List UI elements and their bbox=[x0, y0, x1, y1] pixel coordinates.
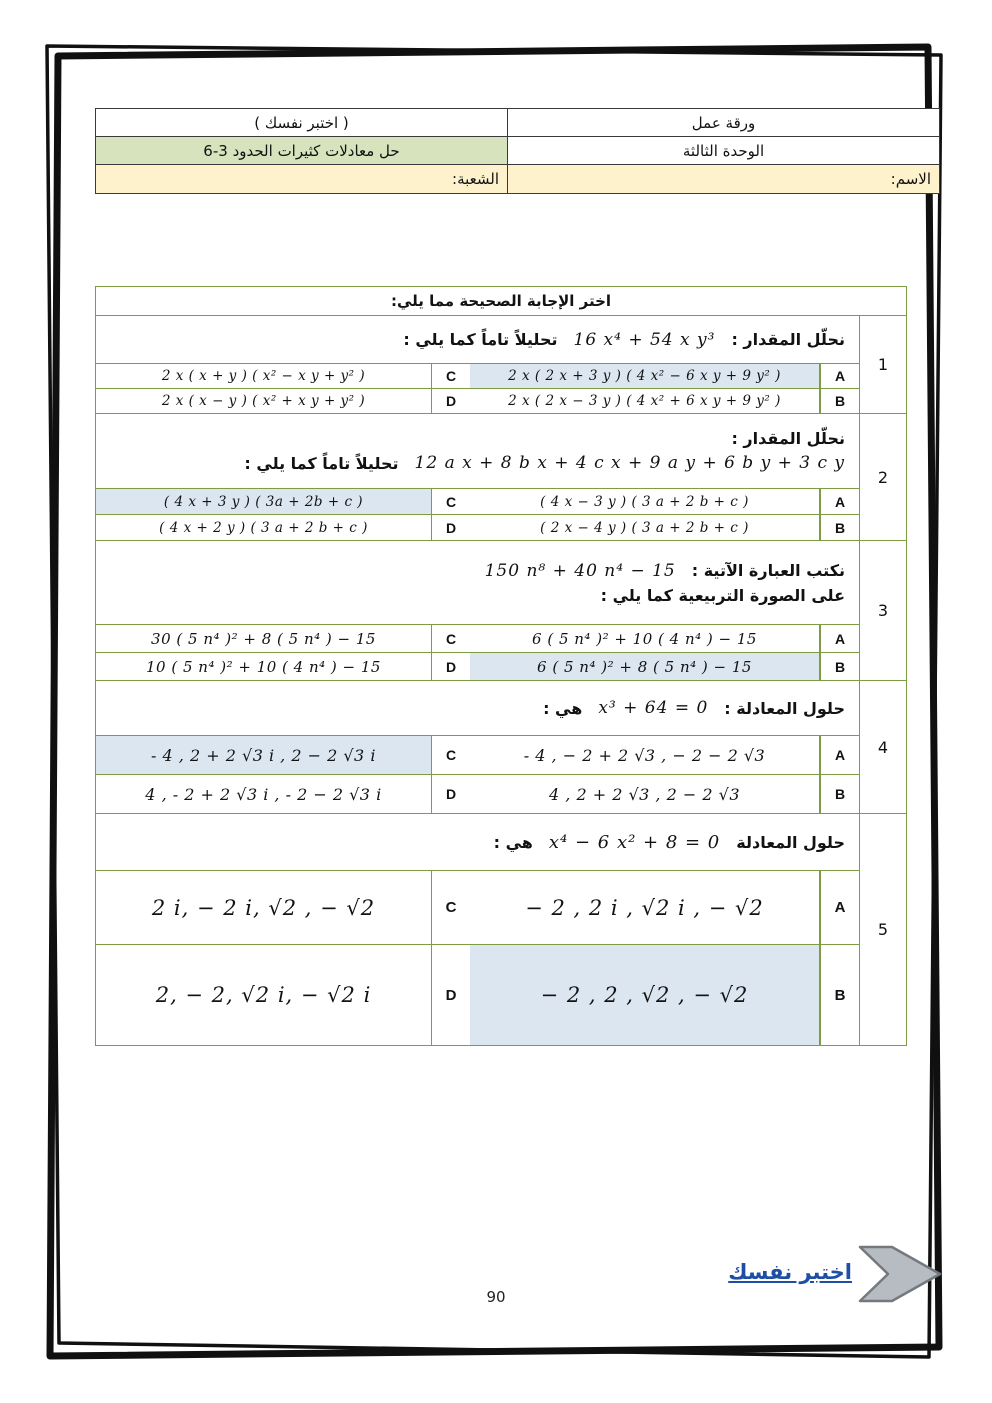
q3-answer-d-label[interactable]: D bbox=[431, 653, 470, 680]
q3-answer-c[interactable]: 30 ( 5 n⁴ )² + 8 ( 5 n⁴ ) − 15 bbox=[151, 629, 376, 648]
test-yourself-link[interactable]: اختبر نفسك bbox=[728, 1260, 852, 1284]
test-yourself-cell bbox=[96, 109, 507, 137]
prompt-text: نكتب العبارة الآتية : bbox=[691, 561, 845, 580]
prompt-text: على الصورة التربيعية كما يلي : bbox=[600, 585, 845, 605]
q2-answer-d-label[interactable]: D bbox=[431, 515, 470, 540]
answer-row bbox=[96, 389, 859, 413]
quiz-title: اختر الإجابة الصحيحة مما يلي: bbox=[96, 287, 906, 316]
q3-answer-c-label[interactable]: C bbox=[431, 625, 470, 652]
q3-answer-a-label[interactable]: A bbox=[820, 625, 859, 652]
q5-answer-a[interactable]: − 2 , 2 i , √2 i , − √2 bbox=[470, 871, 820, 944]
q5-answer-a-label[interactable]: A bbox=[820, 871, 859, 944]
q5-answer-c[interactable]: 2 i, − 2 i, √2 , − √2 bbox=[151, 895, 376, 920]
question-2-number: 2 bbox=[859, 414, 906, 540]
question-5-prompt bbox=[96, 814, 859, 871]
answer-row bbox=[96, 515, 859, 540]
q4-answer-d-label[interactable]: D bbox=[431, 775, 470, 813]
unit-label: الوحدة الثالثة bbox=[682, 141, 765, 160]
q3-answer-b-label[interactable]: B bbox=[820, 653, 859, 680]
question-4-prompt bbox=[96, 681, 859, 736]
q5-answer-d[interactable]: 2, − 2, √2 i, − √2 i bbox=[155, 983, 372, 1007]
q3-answer-b[interactable]: 6 ( 5 n⁴ )² + 8 ( 5 n⁴ ) − 15 bbox=[470, 653, 820, 680]
q1-answer-c-label[interactable]: C bbox=[431, 364, 470, 388]
prompt-text: تحليلاً تاماً كما يلي : bbox=[403, 330, 558, 349]
q4-answer-c[interactable]: - 4 , 2 + 2 √3 i , 2 − 2 √3 i bbox=[96, 736, 431, 774]
q4-answer-c-label[interactable]: C bbox=[431, 736, 470, 774]
question-3 bbox=[96, 540, 906, 680]
q2-answer-d[interactable]: ( 4 x + 2 y ) ( 3 a + 2 b + c ) bbox=[159, 519, 368, 536]
q4-answer-a[interactable]: - 4 , − 2 + 2 √3 , − 2 − 2 √3 bbox=[470, 736, 820, 774]
question-2-prompt bbox=[96, 414, 859, 489]
name-input-area[interactable] bbox=[507, 165, 939, 193]
q5-answer-b-label[interactable]: B bbox=[820, 945, 859, 1045]
question-1-number: 1 bbox=[859, 316, 906, 413]
lesson-cell bbox=[96, 137, 507, 165]
q5-answer-b[interactable]: − 2 , 2 , √2 , − √2 bbox=[470, 945, 820, 1045]
prompt-math: 16 x⁴ + 54 x y³ bbox=[573, 329, 716, 350]
q4-answer-d[interactable]: 4 , - 2 + 2 √3 i , - 2 − 2 √3 i bbox=[145, 784, 382, 804]
section-label: الشعبة: bbox=[452, 170, 499, 188]
prompt-math: 12 a x + 8 b x + 4 c x + 9 a y + 6 b y + 3 c y bbox=[414, 453, 845, 473]
answer-row bbox=[96, 775, 859, 813]
prompt-math: 150 n⁸ + 40 n⁴ − 15 bbox=[484, 560, 676, 581]
prompt-text: نحلّل المقدار : bbox=[731, 330, 845, 349]
q1-answer-a-label[interactable]: A bbox=[820, 364, 859, 388]
worksheet-type-label: ورقة عمل bbox=[691, 113, 756, 132]
worksheet-header-table bbox=[95, 108, 940, 194]
question-5 bbox=[96, 813, 906, 1045]
q4-answer-b[interactable]: 4 , 2 + 2 √3 , 2 − 2 √3 bbox=[470, 775, 820, 813]
prompt-text: هي : bbox=[493, 832, 533, 852]
prompt-math: x³ + 64 = 0 bbox=[598, 698, 709, 718]
question-4 bbox=[96, 680, 906, 813]
page-number: 90 bbox=[486, 1288, 506, 1306]
answer-row bbox=[96, 364, 859, 389]
q2-answer-c-label[interactable]: C bbox=[431, 489, 470, 514]
test-yourself-label: ( اختبر نفسك ) bbox=[254, 113, 349, 132]
answer-row bbox=[96, 736, 859, 775]
prompt-text: حلول المعادلة : bbox=[724, 698, 845, 718]
question-5-number: 5 bbox=[859, 814, 906, 1045]
prompt-text: حلول المعادلة bbox=[736, 832, 845, 852]
q2-answer-b[interactable]: ( 2 x − 4 y ) ( 3 a + 2 b + c ) bbox=[470, 515, 820, 540]
q2-answer-a[interactable]: ( 4 x − 3 y ) ( 3 a + 2 b + c ) bbox=[470, 489, 820, 514]
q3-answer-a[interactable]: 6 ( 5 n⁴ )² + 10 ( 4 n⁴ ) − 15 bbox=[470, 625, 820, 652]
q5-answer-d-label[interactable]: D bbox=[431, 945, 470, 1045]
name-label: الاسم: bbox=[890, 170, 931, 188]
question-3-prompt bbox=[96, 541, 859, 625]
unit-cell bbox=[507, 137, 939, 165]
answer-row bbox=[96, 871, 859, 945]
question-4-number: 4 bbox=[859, 681, 906, 813]
answer-row bbox=[96, 945, 859, 1045]
q1-answer-d-label[interactable]: D bbox=[431, 389, 470, 413]
answer-row bbox=[96, 489, 859, 515]
answer-row bbox=[96, 625, 859, 653]
q5-answer-c-label[interactable]: C bbox=[431, 871, 470, 944]
q2-answer-c[interactable]: ( 4 x + 3 y ) ( 3a + 2b + c ) bbox=[96, 489, 431, 514]
q1-answer-b[interactable]: 2 x ( 2 x − 3 y ) ( 4 x² + 6 x y + 9 y² ) bbox=[470, 389, 820, 413]
worksheet-type-cell bbox=[507, 109, 939, 137]
prompt-text: نحلّل المقدار : bbox=[731, 429, 845, 448]
q2-answer-a-label[interactable]: A bbox=[820, 489, 859, 514]
question-2 bbox=[96, 413, 906, 540]
q3-answer-d[interactable]: 10 ( 5 n⁴ )² + 10 ( 4 n⁴ ) − 15 bbox=[146, 657, 381, 676]
q1-answer-b-label[interactable]: B bbox=[820, 389, 859, 413]
question-1-prompt bbox=[96, 316, 859, 364]
q4-answer-b-label[interactable]: B bbox=[820, 775, 859, 813]
q1-answer-c[interactable]: 2 x ( x + y ) ( x² − x y + y² ) bbox=[161, 368, 366, 384]
quiz-table bbox=[95, 286, 907, 1046]
question-1 bbox=[96, 316, 906, 413]
answer-row bbox=[96, 653, 859, 680]
q1-answer-a[interactable]: 2 x ( 2 x + 3 y ) ( 4 x² − 6 x y + 9 y² ) bbox=[470, 364, 820, 388]
prompt-text: تحليلاً تاماً كما يلي : bbox=[244, 453, 399, 473]
q4-answer-a-label[interactable]: A bbox=[820, 736, 859, 774]
q1-answer-d[interactable]: 2 x ( x − y ) ( x² + x y + y² ) bbox=[161, 393, 366, 409]
prompt-math: x⁴ − 6 x² + 8 = 0 bbox=[548, 831, 721, 853]
prompt-text: هي : bbox=[543, 698, 583, 718]
section-input-area[interactable] bbox=[96, 165, 507, 193]
question-3-number: 3 bbox=[859, 541, 906, 680]
lesson-label: حل معادلات كثيرات الحدود 3-6 bbox=[203, 141, 400, 160]
q2-answer-b-label[interactable]: B bbox=[820, 515, 859, 540]
